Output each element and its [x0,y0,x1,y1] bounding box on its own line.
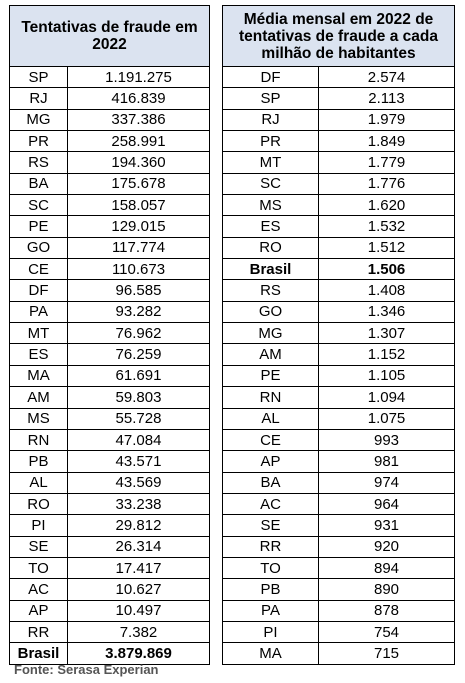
value-cell: 878 [319,600,455,621]
table-row [10,88,210,109]
table-row [223,216,455,237]
table-row [223,365,455,386]
table-row [223,408,455,429]
value-cell: 1.408 [319,280,455,301]
state-cell: AM [223,344,319,365]
state-cell: RR [223,536,319,557]
table-row [223,280,455,301]
state-cell: MS [223,195,319,216]
value-cell: 258.991 [68,131,210,152]
table-row [223,301,455,322]
table-row [10,216,210,237]
value-cell: 129.015 [68,216,210,237]
state-cell: PB [10,451,68,472]
state-cell: AP [223,451,319,472]
state-cell: PB [223,579,319,600]
table-row [223,621,455,642]
state-cell: MT [223,152,319,173]
value-cell: 17.417 [68,557,210,578]
state-cell: RO [223,237,319,258]
state-cell: AP [10,600,68,621]
table-row [10,173,210,194]
value-cell: 117.774 [68,237,210,258]
table-row [223,259,455,280]
value-cell: 76.962 [68,323,210,344]
value-cell: 894 [319,557,455,578]
table-row [10,344,210,365]
state-cell: AC [10,579,68,600]
value-cell: 1.346 [319,301,455,322]
value-cell: 1.105 [319,365,455,386]
state-cell: MG [223,323,319,344]
state-cell: TO [223,557,319,578]
state-cell: SP [223,88,319,109]
state-cell: CE [10,259,68,280]
value-cell: 59.803 [68,387,210,408]
table-row [10,621,210,642]
state-cell: MA [223,643,319,664]
table-row [10,365,210,386]
table-row [10,600,210,621]
table-row [10,493,210,514]
value-cell: 2.574 [319,67,455,88]
monthly-average-header: Média mensal em 2022 de tentativas de fraude a cada milhão de habitantes [223,6,455,67]
value-cell: 55.728 [68,408,210,429]
table-header-row [223,6,455,67]
value-cell: 1.094 [319,387,455,408]
value-cell: 110.673 [68,259,210,280]
state-cell: PE [223,365,319,386]
value-cell: 2.113 [319,88,455,109]
state-cell: BA [10,173,68,194]
value-cell: 194.360 [68,152,210,173]
value-cell: 1.779 [319,152,455,173]
value-cell: 416.839 [68,88,210,109]
value-cell: 920 [319,536,455,557]
table-row [223,579,455,600]
monthly-average-body [223,67,455,665]
state-cell: MA [10,365,68,386]
fraud-attempts-body [10,67,210,665]
state-cell: ES [223,216,319,237]
state-cell: RN [223,387,319,408]
state-cell: PR [223,131,319,152]
state-cell: AC [223,493,319,514]
value-cell: 10.497 [68,600,210,621]
value-cell: 93.282 [68,301,210,322]
table-row [223,88,455,109]
table-row [223,173,455,194]
state-cell: GO [223,301,319,322]
table-row [10,152,210,173]
state-cell: CE [223,429,319,450]
value-cell: 1.532 [319,216,455,237]
value-cell: 1.979 [319,109,455,130]
table-row [10,195,210,216]
table-row [223,600,455,621]
table-row [10,131,210,152]
monthly-average-table [222,5,455,665]
state-cell: AL [223,408,319,429]
value-cell: 715 [319,643,455,664]
state-cell: AL [10,472,68,493]
state-cell: PR [10,131,68,152]
table-row [10,451,210,472]
table-row [223,344,455,365]
state-cell: ES [10,344,68,365]
value-cell: 1.620 [319,195,455,216]
state-cell: PE [10,216,68,237]
table-row [223,557,455,578]
table-row [223,536,455,557]
table-row [10,408,210,429]
state-cell: MS [10,408,68,429]
state-cell: RJ [10,88,68,109]
state-cell: SC [10,195,68,216]
value-cell: 1.191.275 [68,67,210,88]
table-row [10,429,210,450]
value-cell: 29.812 [68,515,210,536]
state-cell: GO [10,237,68,258]
table-row [10,280,210,301]
state-cell: SP [10,67,68,88]
value-cell: 974 [319,472,455,493]
table-row [10,557,210,578]
state-cell: SC [223,173,319,194]
table-row [10,579,210,600]
value-cell: 993 [319,429,455,450]
table-row [10,472,210,493]
state-cell: AM [10,387,68,408]
table-row [10,301,210,322]
value-cell: 96.585 [68,280,210,301]
value-cell: 7.382 [68,621,210,642]
value-cell: 158.057 [68,195,210,216]
state-cell: PI [223,621,319,642]
table-row [223,451,455,472]
state-cell: MT [10,323,68,344]
table-row [10,109,210,130]
value-cell: 43.569 [68,472,210,493]
value-cell: 1.307 [319,323,455,344]
state-cell: MG [10,109,68,130]
table-row [223,109,455,130]
table-row [223,429,455,450]
state-cell: Brasil [223,259,319,280]
table-row [223,152,455,173]
value-cell: 1.152 [319,344,455,365]
state-cell: RS [10,152,68,173]
table-row [223,131,455,152]
table-row [223,237,455,258]
value-cell: 47.084 [68,429,210,450]
table-row [10,67,210,88]
value-cell: 76.259 [68,344,210,365]
table-row [223,387,455,408]
fraud-attempts-header: Tentativas de fraude em 2022 [10,6,210,67]
table-row [223,643,455,664]
value-cell: 1.506 [319,259,455,280]
table-row [10,259,210,280]
value-cell: 33.238 [68,493,210,514]
state-cell: Brasil [10,643,68,664]
table-row [223,323,455,344]
value-cell: 1.776 [319,173,455,194]
state-cell: PI [10,515,68,536]
state-cell: RN [10,429,68,450]
state-cell: SE [223,515,319,536]
table-row [223,515,455,536]
state-cell: RO [10,493,68,514]
value-cell: 890 [319,579,455,600]
value-cell: 61.691 [68,365,210,386]
state-cell: BA [223,472,319,493]
state-cell: DF [10,280,68,301]
value-cell: 337.386 [68,109,210,130]
table-row [10,387,210,408]
fraud-attempts-table [9,5,210,665]
value-cell: 175.678 [68,173,210,194]
table-row [10,237,210,258]
source-note: Fonte: Serasa Experian [14,662,159,677]
table-row [223,67,455,88]
state-cell: SE [10,536,68,557]
state-cell: PA [223,600,319,621]
table-row [223,195,455,216]
state-cell: PA [10,301,68,322]
value-cell: 1.075 [319,408,455,429]
table-row [223,472,455,493]
value-cell: 1.512 [319,237,455,258]
table-row [10,323,210,344]
value-cell: 43.571 [68,451,210,472]
value-cell: 1.849 [319,131,455,152]
value-cell: 981 [319,451,455,472]
table-row [10,515,210,536]
value-cell: 931 [319,515,455,536]
state-cell: RJ [223,109,319,130]
table-header-row [10,6,210,67]
state-cell: TO [10,557,68,578]
value-cell: 10.627 [68,579,210,600]
table-row [223,493,455,514]
value-cell: 3.879.869 [68,643,210,664]
state-cell: DF [223,67,319,88]
table-row [10,536,210,557]
value-cell: 964 [319,493,455,514]
value-cell: 26.314 [68,536,210,557]
state-cell: RR [10,621,68,642]
table-row [10,643,210,664]
value-cell: 754 [319,621,455,642]
state-cell: RS [223,280,319,301]
